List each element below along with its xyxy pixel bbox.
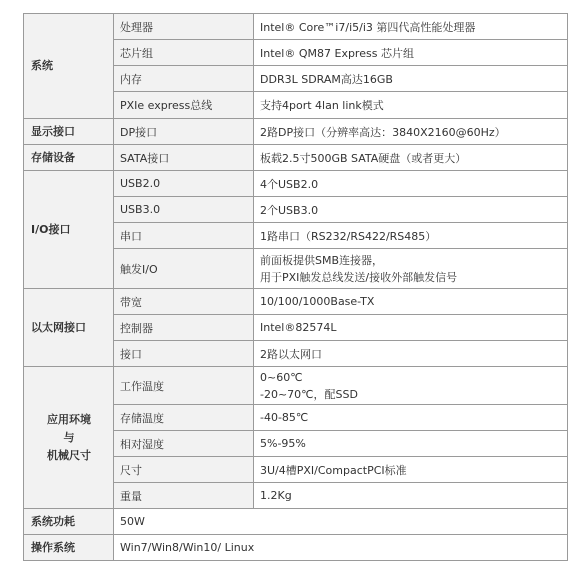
category-io: I/O接口 [24, 171, 114, 289]
category-os: 操作系统 [24, 535, 114, 561]
value-os: Win7/Win8/Win10/ Linux [114, 535, 568, 561]
category-environment-line-1: 应用环境 [47, 412, 91, 426]
table-row [24, 535, 568, 561]
value-dimensions: 3U/4槽PXI/CompactPCI标准 [254, 457, 568, 483]
category-ethernet: 以太网接口 [24, 289, 114, 367]
item-humidity: 相对湿度 [114, 431, 254, 457]
value-bandwidth: 10/100/1000Base-TX [254, 289, 568, 315]
value-memory: DDR3L SDRAM高达16GB [254, 66, 568, 92]
value-weight: 1.2Kg [254, 483, 568, 509]
category-system: 系统 [24, 14, 114, 119]
value-usb3: 2个USB3.0 [254, 197, 568, 223]
value-trigger-io [254, 249, 568, 289]
table-row [24, 119, 568, 145]
category-environment [24, 367, 114, 509]
item-bandwidth: 带宽 [114, 289, 254, 315]
value-usb2: 4个USB2.0 [254, 171, 568, 197]
table-row [24, 289, 568, 315]
category-power: 系统功耗 [24, 509, 114, 535]
value-chipset: Intel® QM87 Express 芯片组 [254, 40, 568, 66]
item-serial: 串口 [114, 223, 254, 249]
item-eth-port: 接口 [114, 341, 254, 367]
value-cpu: Intel® Core™i7/i5/i3 第四代高性能处理器 [254, 14, 568, 40]
item-operating-temp: 工作温度 [114, 367, 254, 405]
value-sata: 板载2.5寸500GB SATA硬盘（或者更大） [254, 145, 568, 171]
table-row [24, 14, 568, 40]
value-storage-temp: -40-85℃ [254, 405, 568, 431]
item-storage-temp: 存储温度 [114, 405, 254, 431]
spec-table [23, 13, 568, 561]
item-controller: 控制器 [114, 315, 254, 341]
item-usb3: USB3.0 [114, 197, 254, 223]
item-dp: DP接口 [114, 119, 254, 145]
category-environment-line-3: 机械尺寸 [47, 448, 91, 462]
item-usb2: USB2.0 [114, 171, 254, 197]
value-controller: Intel®82574L [254, 315, 568, 341]
category-environment-line-2: 与 [63, 430, 75, 444]
item-pxie-bus: PXIe express总线 [114, 92, 254, 119]
value-operating-temp [254, 367, 568, 405]
value-eth-port: 2路以太网口 [254, 341, 568, 367]
table-row [24, 171, 568, 197]
value-operating-temp-line-2: -20~70℃，配SSD [260, 387, 358, 401]
item-memory: 内存 [114, 66, 254, 92]
value-serial: 1路串口（RS232/RS422/RS485） [254, 223, 568, 249]
value-dp: 2路DP接口（分辨率高达：3840X2160@60Hz） [254, 119, 568, 145]
value-trigger-io-line-1: 前面板提供SMB连接器， [260, 253, 384, 267]
table-row [24, 509, 568, 535]
value-trigger-io-line-2: 用于PXI触发总线发送/接收外部触发信号 [260, 270, 458, 284]
category-storage: 存储设备 [24, 145, 114, 171]
value-power: 50W [114, 509, 568, 535]
item-trigger-io: 触发I/O [114, 249, 254, 289]
table-row [24, 145, 568, 171]
item-sata: SATA接口 [114, 145, 254, 171]
item-chipset: 芯片组 [114, 40, 254, 66]
value-operating-temp-line-1: 0~60℃ [260, 370, 303, 384]
value-humidity: 5%-95% [254, 431, 568, 457]
item-dimensions: 尺寸 [114, 457, 254, 483]
value-pxie-bus: 支持4port 4lan link模式 [254, 92, 568, 119]
item-cpu: 处理器 [114, 14, 254, 40]
item-weight: 重量 [114, 483, 254, 509]
table-row [24, 367, 568, 405]
category-display: 显示接口 [24, 119, 114, 145]
